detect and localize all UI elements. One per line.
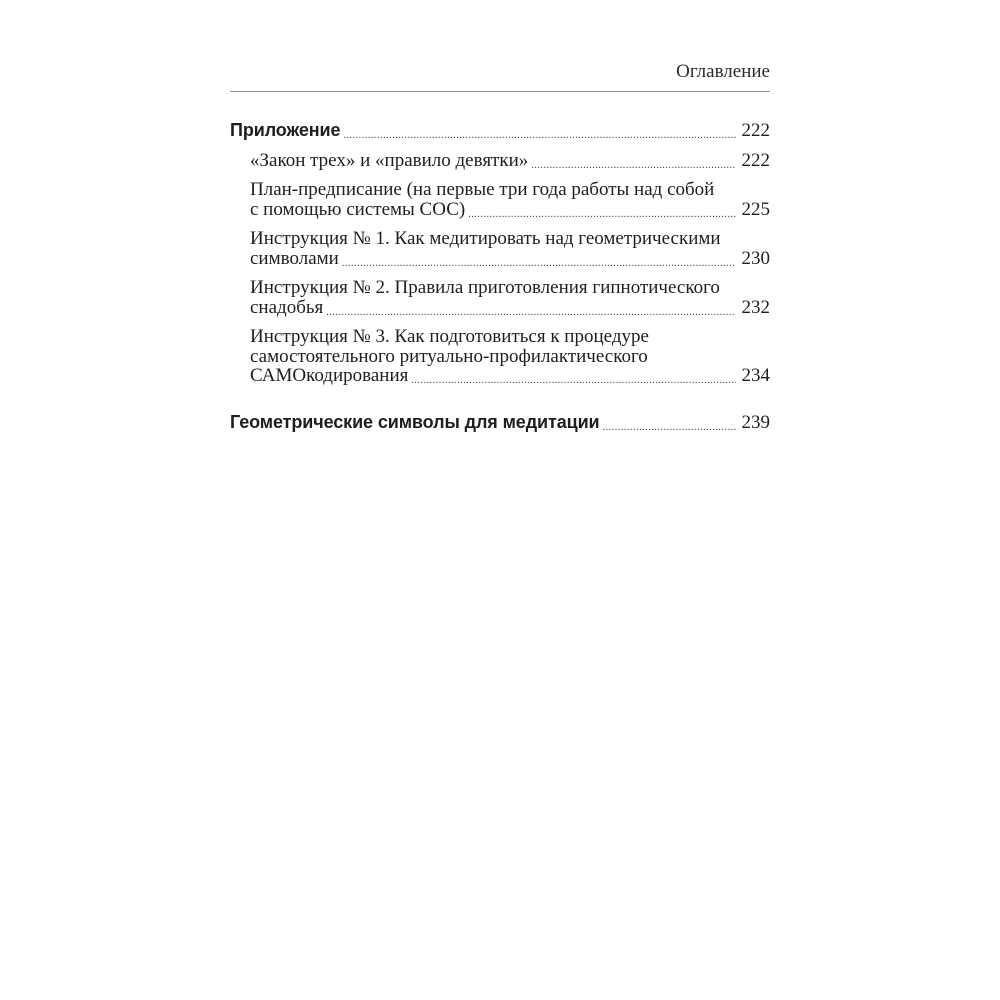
dot-leader [326,307,735,319]
toc-page-number: 222 [741,120,770,141]
toc-list [230,121,770,432]
toc-entry-lastline [250,200,770,220]
toc-entry-line: План-предписание (на первые три года работы над собой [250,179,715,200]
running-header [230,62,770,82]
toc-entry-title: символами [250,247,339,269]
toc-entry [230,327,770,386]
toc-entry-lastline [250,366,770,386]
toc-entry [230,413,770,433]
toc-page-number: 239 [741,411,770,433]
toc-page-number: 230 [741,247,770,269]
toc-entry [230,121,770,141]
toc-entry-lastline [230,413,770,433]
toc-entry-title: Геометрические символы для медитации [230,411,600,432]
toc-entry-lastline [250,151,770,171]
toc-entry-line: самостоятельного ритуально-профилактического [250,345,648,367]
toc-page-number: 222 [741,149,770,171]
running-header-label: Оглавление [676,61,770,82]
toc-entry-title: «Закон трех» и «правило девятки» [250,149,529,171]
toc-page-number: 232 [741,296,770,318]
toc-entry [230,180,770,219]
dot-leader [343,130,735,142]
toc-entry-lastline [250,249,770,269]
dot-leader [411,375,735,387]
toc-entry-line: Инструкция № 1. Как медитировать над геометрическими [250,228,721,249]
toc-entry [230,151,770,171]
toc-entry-line: Инструкция № 3. Как подготовиться к процедуре [250,326,649,347]
toc-entry [230,278,770,317]
toc-entry-line: Инструкция № 2. Правила приготовления гипнотического [250,277,720,298]
toc-entry-lastline [230,121,770,141]
dot-leader [531,160,735,172]
dot-leader [342,258,736,270]
toc-entry-title: снадобья [250,296,324,318]
dot-leader [468,209,735,221]
header-rule [230,91,770,92]
toc-entry-title: САМОкодирования [250,365,409,386]
toc-entry-lastline [250,298,770,318]
dot-leader [603,422,736,434]
toc-entry [230,229,770,268]
page-content [230,0,770,442]
toc-page-number: 225 [741,198,770,220]
toc-entry-title: Приложение [230,120,341,140]
toc-page-number: 234 [741,365,770,386]
toc-entry-title: с помощью системы СОС) [250,198,466,220]
